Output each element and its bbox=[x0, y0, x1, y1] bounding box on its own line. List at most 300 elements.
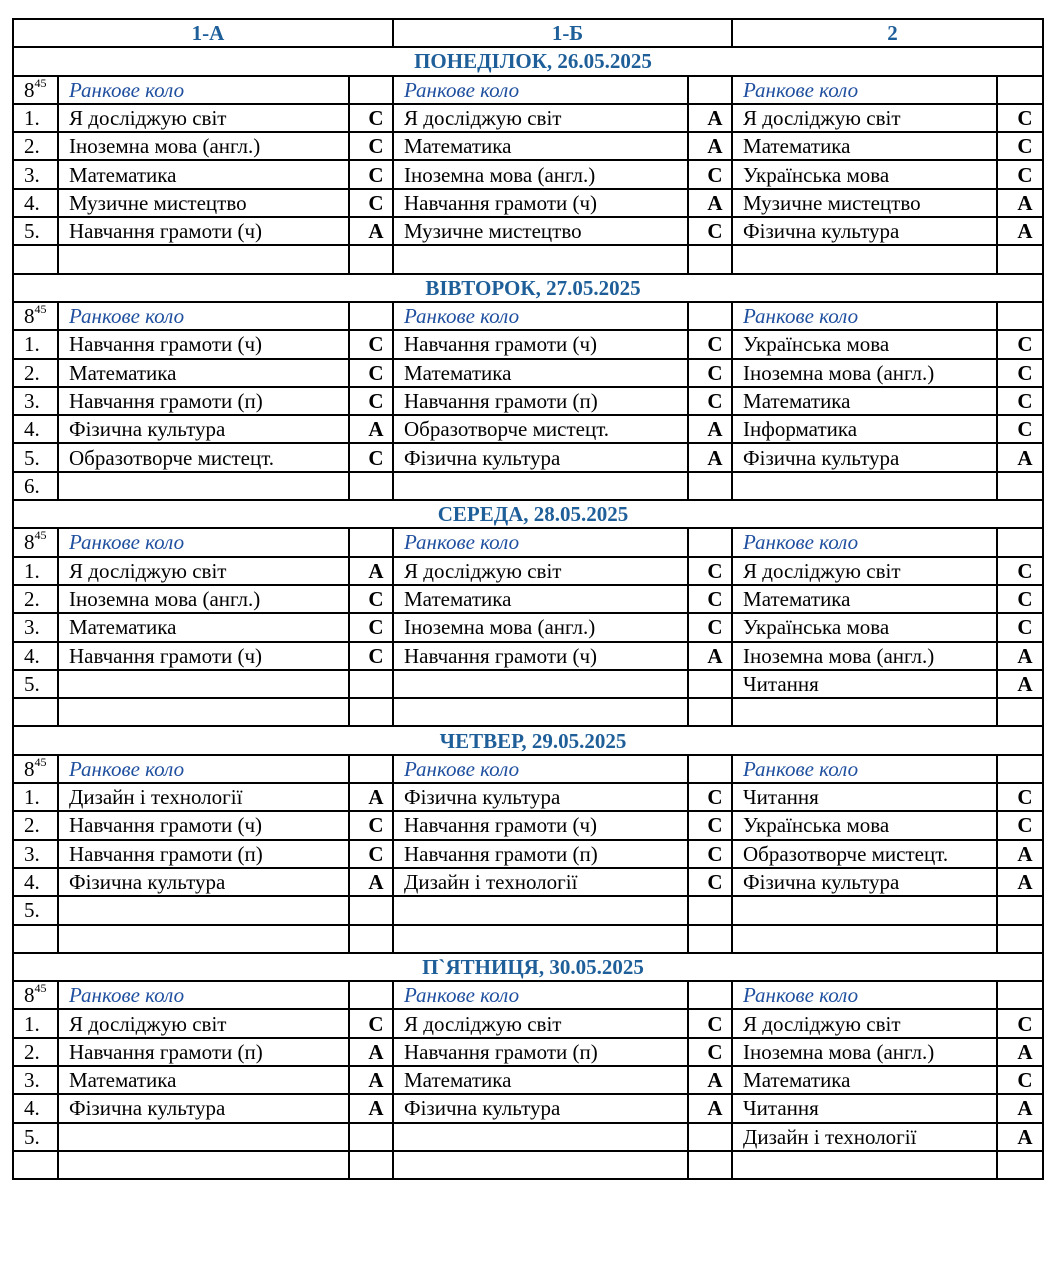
lesson-number bbox=[13, 1151, 58, 1179]
lesson-row bbox=[13, 160, 1043, 188]
lesson-number: 3. bbox=[13, 840, 58, 868]
subject-name bbox=[58, 472, 349, 500]
lesson-number bbox=[13, 528, 58, 556]
lesson-row bbox=[13, 472, 1043, 500]
lesson-row bbox=[13, 245, 1043, 273]
subject-name bbox=[732, 472, 997, 500]
lesson-mode: С bbox=[349, 387, 393, 415]
subject-name bbox=[58, 896, 349, 924]
lesson-number: 1. bbox=[13, 330, 58, 358]
lesson-mode: С bbox=[688, 811, 732, 839]
subject-name: Математика bbox=[58, 613, 349, 641]
lesson-mode: А bbox=[997, 443, 1043, 471]
subject-name bbox=[58, 698, 349, 726]
subject-name: Дизайн і технології bbox=[732, 1123, 997, 1151]
subject-name: Фізична культура bbox=[732, 443, 997, 471]
subject-name: Образотворче мистецт. bbox=[732, 840, 997, 868]
subject-name bbox=[393, 698, 688, 726]
lesson-row bbox=[13, 557, 1043, 585]
subject-name: Іноземна мова (англ.) bbox=[393, 160, 688, 188]
subject-name: Навчання грамоти (ч) bbox=[58, 330, 349, 358]
lesson-mode bbox=[997, 76, 1043, 104]
start-hour: 8 bbox=[24, 756, 35, 781]
subject-name: Навчання грамоти (п) bbox=[393, 387, 688, 415]
morning-circle-label: Ранкове коло bbox=[58, 76, 349, 104]
class-header-row bbox=[13, 19, 1043, 47]
lesson-row bbox=[13, 1123, 1043, 1151]
subject-name: Навчання грамоти (ч) bbox=[393, 330, 688, 358]
subject-name: Математика bbox=[732, 132, 997, 160]
subject-name: Фізична культура bbox=[58, 868, 349, 896]
subject-name: Математика bbox=[393, 1066, 688, 1094]
subject-name: Навчання грамоти (ч) bbox=[58, 217, 349, 245]
lesson-mode: С bbox=[997, 132, 1043, 160]
day-title: ПОНЕДІЛОК, 26.05.2025 bbox=[13, 47, 1043, 75]
subject-name bbox=[58, 1151, 349, 1179]
subject-name: Фізична культура bbox=[393, 783, 688, 811]
lesson-number: 5. bbox=[13, 670, 58, 698]
lesson-mode bbox=[349, 755, 393, 783]
subject-name: Навчання грамоти (ч) bbox=[393, 189, 688, 217]
lesson-mode bbox=[349, 1151, 393, 1179]
start-hour: 8 bbox=[24, 530, 35, 555]
lesson-row bbox=[13, 217, 1043, 245]
lesson-row bbox=[13, 1009, 1043, 1037]
subject-name: Фізична культура bbox=[732, 217, 997, 245]
lesson-mode bbox=[688, 925, 732, 953]
subject-name: Навчання грамоти (ч) bbox=[393, 642, 688, 670]
lesson-mode bbox=[688, 755, 732, 783]
lesson-mode bbox=[349, 76, 393, 104]
subject-name: Українська мова bbox=[732, 330, 997, 358]
subject-name: Іноземна мова (англ.) bbox=[732, 1038, 997, 1066]
lesson-mode: А bbox=[997, 217, 1043, 245]
start-minutes: 45 bbox=[34, 754, 47, 769]
lesson-row bbox=[13, 642, 1043, 670]
subject-name: Читання bbox=[732, 783, 997, 811]
lesson-number: 6. bbox=[13, 472, 58, 500]
subject-name: Іноземна мова (англ.) bbox=[732, 359, 997, 387]
lesson-number: 1. bbox=[13, 104, 58, 132]
lesson-mode: С bbox=[997, 330, 1043, 358]
lesson-mode: С bbox=[349, 189, 393, 217]
lesson-number: 1. bbox=[13, 1009, 58, 1037]
lesson-mode bbox=[997, 698, 1043, 726]
lesson-number: 3. bbox=[13, 160, 58, 188]
subject-name: Навчання грамоти (п) bbox=[393, 840, 688, 868]
morning-circle-label: Ранкове коло bbox=[58, 528, 349, 556]
lesson-mode bbox=[349, 925, 393, 953]
start-hour: 8 bbox=[24, 983, 35, 1008]
subject-name: Читання bbox=[732, 670, 997, 698]
subject-name: Навчання грамоти (п) bbox=[58, 1038, 349, 1066]
subject-name: Я досліджую світ bbox=[393, 1009, 688, 1037]
lesson-number: 4. bbox=[13, 642, 58, 670]
morning-circle-label: Ранкове коло bbox=[393, 755, 688, 783]
subject-name: Навчання грамоти (п) bbox=[58, 387, 349, 415]
lesson-mode: А bbox=[349, 1066, 393, 1094]
lesson-number: 3. bbox=[13, 387, 58, 415]
lesson-number: 3. bbox=[13, 1066, 58, 1094]
lesson-mode bbox=[997, 302, 1043, 330]
subject-name: Українська мова bbox=[732, 160, 997, 188]
lesson-mode bbox=[997, 1151, 1043, 1179]
lesson-mode bbox=[349, 896, 393, 924]
subject-name: Музичне мистецтво bbox=[58, 189, 349, 217]
lesson-mode: С bbox=[349, 443, 393, 471]
timetable bbox=[12, 18, 1044, 1180]
subject-name: Фізична культура bbox=[393, 1094, 688, 1122]
subject-name: Математика bbox=[393, 359, 688, 387]
morning-circle-row bbox=[13, 981, 1043, 1009]
lesson-row bbox=[13, 670, 1043, 698]
subject-name: Дизайн і технології bbox=[393, 868, 688, 896]
subject-name: Я досліджую світ bbox=[58, 1009, 349, 1037]
lesson-mode bbox=[349, 245, 393, 273]
lesson-mode: С bbox=[997, 1066, 1043, 1094]
start-hour: 8 bbox=[24, 304, 35, 329]
lesson-mode: С bbox=[688, 1038, 732, 1066]
subject-name: Математика bbox=[393, 132, 688, 160]
lesson-mode bbox=[997, 755, 1043, 783]
lesson-mode: А bbox=[997, 1038, 1043, 1066]
lesson-number: 2. bbox=[13, 132, 58, 160]
subject-name: Математика bbox=[58, 160, 349, 188]
lesson-mode: С bbox=[997, 387, 1043, 415]
lesson-row bbox=[13, 443, 1043, 471]
lesson-number: 3. bbox=[13, 613, 58, 641]
subject-name: Я досліджую світ bbox=[732, 557, 997, 585]
subject-name: Навчання грамоти (ч) bbox=[393, 811, 688, 839]
morning-circle-row bbox=[13, 302, 1043, 330]
morning-circle-label: Ранкове коло bbox=[393, 528, 688, 556]
start-minutes: 45 bbox=[34, 981, 47, 996]
lesson-row bbox=[13, 783, 1043, 811]
lesson-mode bbox=[997, 472, 1043, 500]
lesson-mode: А bbox=[688, 415, 732, 443]
start-minutes: 45 bbox=[34, 302, 47, 317]
lesson-mode: А bbox=[997, 1123, 1043, 1151]
lesson-mode bbox=[997, 896, 1043, 924]
lesson-mode bbox=[688, 76, 732, 104]
lesson-row bbox=[13, 840, 1043, 868]
lesson-mode: С bbox=[997, 160, 1043, 188]
subject-name bbox=[393, 925, 688, 953]
subject-name bbox=[58, 1123, 349, 1151]
lesson-mode: А bbox=[997, 642, 1043, 670]
lesson-number bbox=[13, 302, 58, 330]
subject-name: Іноземна мова (англ.) bbox=[58, 132, 349, 160]
lesson-mode: С bbox=[997, 585, 1043, 613]
lesson-row bbox=[13, 896, 1043, 924]
subject-name: Я досліджую світ bbox=[58, 557, 349, 585]
subject-name: Дизайн і технології bbox=[58, 783, 349, 811]
lesson-mode: С bbox=[688, 613, 732, 641]
lesson-mode: С bbox=[688, 840, 732, 868]
lesson-mode: А bbox=[349, 783, 393, 811]
lesson-mode: С bbox=[349, 359, 393, 387]
lesson-number bbox=[13, 76, 58, 104]
lesson-mode: С bbox=[688, 557, 732, 585]
lesson-mode: С bbox=[688, 160, 732, 188]
lesson-mode: А bbox=[997, 868, 1043, 896]
lesson-mode: С bbox=[997, 557, 1043, 585]
lesson-mode: А bbox=[349, 1038, 393, 1066]
morning-circle-label: Ранкове коло bbox=[732, 528, 997, 556]
lesson-mode: А bbox=[688, 1066, 732, 1094]
lesson-number: 2. bbox=[13, 1038, 58, 1066]
subject-name: Інформатика bbox=[732, 415, 997, 443]
subject-name: Читання bbox=[732, 1094, 997, 1122]
lesson-number: 4. bbox=[13, 189, 58, 217]
lesson-number: 5. bbox=[13, 443, 58, 471]
lesson-mode bbox=[688, 472, 732, 500]
lesson-mode bbox=[688, 528, 732, 556]
lesson-row bbox=[13, 1094, 1043, 1122]
lesson-mode: А bbox=[349, 415, 393, 443]
subject-name: Математика bbox=[732, 1066, 997, 1094]
subject-name: Навчання грамоти (ч) bbox=[58, 642, 349, 670]
morning-circle-label: Ранкове коло bbox=[58, 755, 349, 783]
lesson-mode: А bbox=[997, 840, 1043, 868]
lesson-mode: С bbox=[688, 330, 732, 358]
lesson-mode bbox=[349, 302, 393, 330]
subject-name: Навчання грамоти (ч) bbox=[58, 811, 349, 839]
lesson-mode: С bbox=[688, 868, 732, 896]
lesson-number bbox=[13, 698, 58, 726]
day-header-row bbox=[13, 47, 1043, 75]
subject-name: Я досліджую світ bbox=[732, 104, 997, 132]
lesson-number bbox=[13, 981, 58, 1009]
subject-name: Математика bbox=[393, 585, 688, 613]
lesson-mode bbox=[688, 896, 732, 924]
lesson-mode: А bbox=[688, 1094, 732, 1122]
lesson-mode bbox=[349, 981, 393, 1009]
lesson-mode: С bbox=[997, 104, 1043, 132]
lesson-row bbox=[13, 104, 1043, 132]
subject-name bbox=[732, 896, 997, 924]
lesson-mode bbox=[688, 698, 732, 726]
class-header: 2 bbox=[732, 19, 1043, 47]
lesson-mode: А bbox=[688, 443, 732, 471]
lesson-number: 4. bbox=[13, 1094, 58, 1122]
subject-name: Іноземна мова (англ.) bbox=[393, 613, 688, 641]
day-header-row bbox=[13, 500, 1043, 528]
lesson-mode: С bbox=[997, 783, 1043, 811]
lesson-mode: А bbox=[349, 557, 393, 585]
lesson-mode: А bbox=[349, 868, 393, 896]
lesson-mode bbox=[688, 1151, 732, 1179]
lesson-row bbox=[13, 1066, 1043, 1094]
subject-name: Образотворче мистецт. bbox=[58, 443, 349, 471]
lesson-row bbox=[13, 811, 1043, 839]
subject-name bbox=[58, 245, 349, 273]
lesson-mode: С bbox=[997, 415, 1043, 443]
lesson-mode: А bbox=[688, 132, 732, 160]
morning-circle-label: Ранкове коло bbox=[393, 76, 688, 104]
subject-name bbox=[393, 1123, 688, 1151]
subject-name: Фізична культура bbox=[393, 443, 688, 471]
lesson-mode bbox=[349, 528, 393, 556]
lesson-mode: А bbox=[688, 642, 732, 670]
lesson-mode bbox=[997, 528, 1043, 556]
morning-circle-label: Ранкове коло bbox=[732, 302, 997, 330]
lesson-number: 4. bbox=[13, 415, 58, 443]
morning-circle-label: Ранкове коло bbox=[393, 302, 688, 330]
day-title: ЧЕТВЕР, 29.05.2025 bbox=[13, 726, 1043, 754]
subject-name bbox=[58, 670, 349, 698]
lesson-mode: С bbox=[997, 613, 1043, 641]
lesson-mode: С bbox=[349, 613, 393, 641]
lesson-number: 5. bbox=[13, 896, 58, 924]
lesson-mode: С bbox=[688, 387, 732, 415]
lesson-number bbox=[13, 245, 58, 273]
subject-name bbox=[393, 472, 688, 500]
start-hour: 8 bbox=[24, 77, 35, 102]
lesson-number: 2. bbox=[13, 359, 58, 387]
lesson-mode: С bbox=[349, 330, 393, 358]
morning-circle-label: Ранкове коло bbox=[732, 755, 997, 783]
lesson-row bbox=[13, 415, 1043, 443]
lesson-number: 5. bbox=[13, 1123, 58, 1151]
lesson-mode bbox=[997, 245, 1043, 273]
subject-name bbox=[732, 698, 997, 726]
subject-name: Математика bbox=[58, 1066, 349, 1094]
lesson-mode bbox=[349, 670, 393, 698]
subject-name: Українська мова bbox=[732, 811, 997, 839]
lesson-row bbox=[13, 868, 1043, 896]
subject-name: Музичне мистецтво bbox=[393, 217, 688, 245]
lesson-mode: А bbox=[688, 104, 732, 132]
subject-name: Українська мова bbox=[732, 613, 997, 641]
lesson-mode: С bbox=[349, 104, 393, 132]
subject-name: Іноземна мова (англ.) bbox=[58, 585, 349, 613]
lesson-mode: С bbox=[349, 642, 393, 670]
subject-name: Фізична культура bbox=[58, 415, 349, 443]
lesson-number bbox=[13, 755, 58, 783]
subject-name: Навчання грамоти (п) bbox=[393, 1038, 688, 1066]
subject-name: Я досліджую світ bbox=[732, 1009, 997, 1037]
subject-name: Іноземна мова (англ.) bbox=[732, 642, 997, 670]
subject-name bbox=[732, 1151, 997, 1179]
lesson-number: 2. bbox=[13, 811, 58, 839]
lesson-mode bbox=[688, 981, 732, 1009]
day-header-row bbox=[13, 274, 1043, 302]
subject-name: Музичне мистецтво bbox=[732, 189, 997, 217]
day-title: ВІВТОРОК, 27.05.2025 bbox=[13, 274, 1043, 302]
lesson-row bbox=[13, 189, 1043, 217]
subject-name bbox=[393, 245, 688, 273]
day-header-row bbox=[13, 726, 1043, 754]
lesson-row bbox=[13, 359, 1043, 387]
morning-circle-label: Ранкове коло bbox=[732, 76, 997, 104]
lesson-row bbox=[13, 925, 1043, 953]
lesson-mode: А bbox=[688, 189, 732, 217]
lesson-mode: С bbox=[349, 585, 393, 613]
morning-circle-label: Ранкове коло bbox=[393, 981, 688, 1009]
lesson-mode: С bbox=[349, 132, 393, 160]
lesson-mode bbox=[688, 302, 732, 330]
subject-name bbox=[393, 1151, 688, 1179]
lesson-mode: С bbox=[997, 359, 1043, 387]
lesson-mode bbox=[349, 472, 393, 500]
lesson-row bbox=[13, 585, 1043, 613]
subject-name bbox=[393, 896, 688, 924]
subject-name: Образотворче мистецт. bbox=[393, 415, 688, 443]
subject-name: Я досліджую світ bbox=[58, 104, 349, 132]
lesson-row bbox=[13, 1151, 1043, 1179]
lesson-row bbox=[13, 387, 1043, 415]
subject-name bbox=[58, 925, 349, 953]
subject-name: Я досліджую світ bbox=[393, 104, 688, 132]
lesson-mode: С bbox=[349, 840, 393, 868]
lesson-row bbox=[13, 698, 1043, 726]
lesson-row bbox=[13, 132, 1043, 160]
day-header-row bbox=[13, 953, 1043, 981]
lesson-mode: С bbox=[688, 359, 732, 387]
lesson-number: 5. bbox=[13, 217, 58, 245]
subject-name: Математика bbox=[732, 585, 997, 613]
lesson-mode: С bbox=[688, 1009, 732, 1037]
lesson-mode bbox=[688, 670, 732, 698]
lesson-mode bbox=[349, 1123, 393, 1151]
lesson-mode: С bbox=[349, 160, 393, 188]
lesson-mode bbox=[688, 245, 732, 273]
lesson-mode: С bbox=[997, 1009, 1043, 1037]
lesson-number bbox=[13, 925, 58, 953]
lesson-mode: А bbox=[997, 670, 1043, 698]
lesson-row bbox=[13, 613, 1043, 641]
lesson-mode bbox=[997, 925, 1043, 953]
subject-name bbox=[732, 245, 997, 273]
lesson-mode: С bbox=[688, 217, 732, 245]
class-header: 1-А bbox=[13, 19, 393, 47]
subject-name bbox=[732, 925, 997, 953]
lesson-number: 1. bbox=[13, 557, 58, 585]
morning-circle-label: Ранкове коло bbox=[58, 302, 349, 330]
subject-name: Математика bbox=[732, 387, 997, 415]
lesson-mode: С bbox=[688, 585, 732, 613]
lesson-number: 1. bbox=[13, 783, 58, 811]
subject-name: Фізична культура bbox=[58, 1094, 349, 1122]
lesson-mode bbox=[997, 981, 1043, 1009]
lesson-mode: А bbox=[997, 189, 1043, 217]
lesson-mode bbox=[349, 698, 393, 726]
lesson-mode bbox=[688, 1123, 732, 1151]
morning-circle-row bbox=[13, 755, 1043, 783]
lesson-row bbox=[13, 330, 1043, 358]
lesson-mode: А bbox=[349, 217, 393, 245]
morning-circle-label: Ранкове коло bbox=[58, 981, 349, 1009]
day-title: П`ЯТНИЦЯ, 30.05.2025 bbox=[13, 953, 1043, 981]
lesson-mode: С bbox=[349, 1009, 393, 1037]
morning-circle-label: Ранкове коло bbox=[732, 981, 997, 1009]
morning-circle-row bbox=[13, 528, 1043, 556]
lesson-row bbox=[13, 1038, 1043, 1066]
lesson-mode: С bbox=[997, 811, 1043, 839]
lesson-mode: А bbox=[349, 1094, 393, 1122]
lesson-number: 2. bbox=[13, 585, 58, 613]
start-minutes: 45 bbox=[34, 75, 47, 90]
start-minutes: 45 bbox=[34, 528, 47, 543]
subject-name bbox=[393, 670, 688, 698]
subject-name: Фізична культура bbox=[732, 868, 997, 896]
subject-name: Математика bbox=[58, 359, 349, 387]
subject-name: Навчання грамоти (п) bbox=[58, 840, 349, 868]
morning-circle-row bbox=[13, 76, 1043, 104]
day-title: СЕРЕДА, 28.05.2025 bbox=[13, 500, 1043, 528]
lesson-mode: А bbox=[997, 1094, 1043, 1122]
